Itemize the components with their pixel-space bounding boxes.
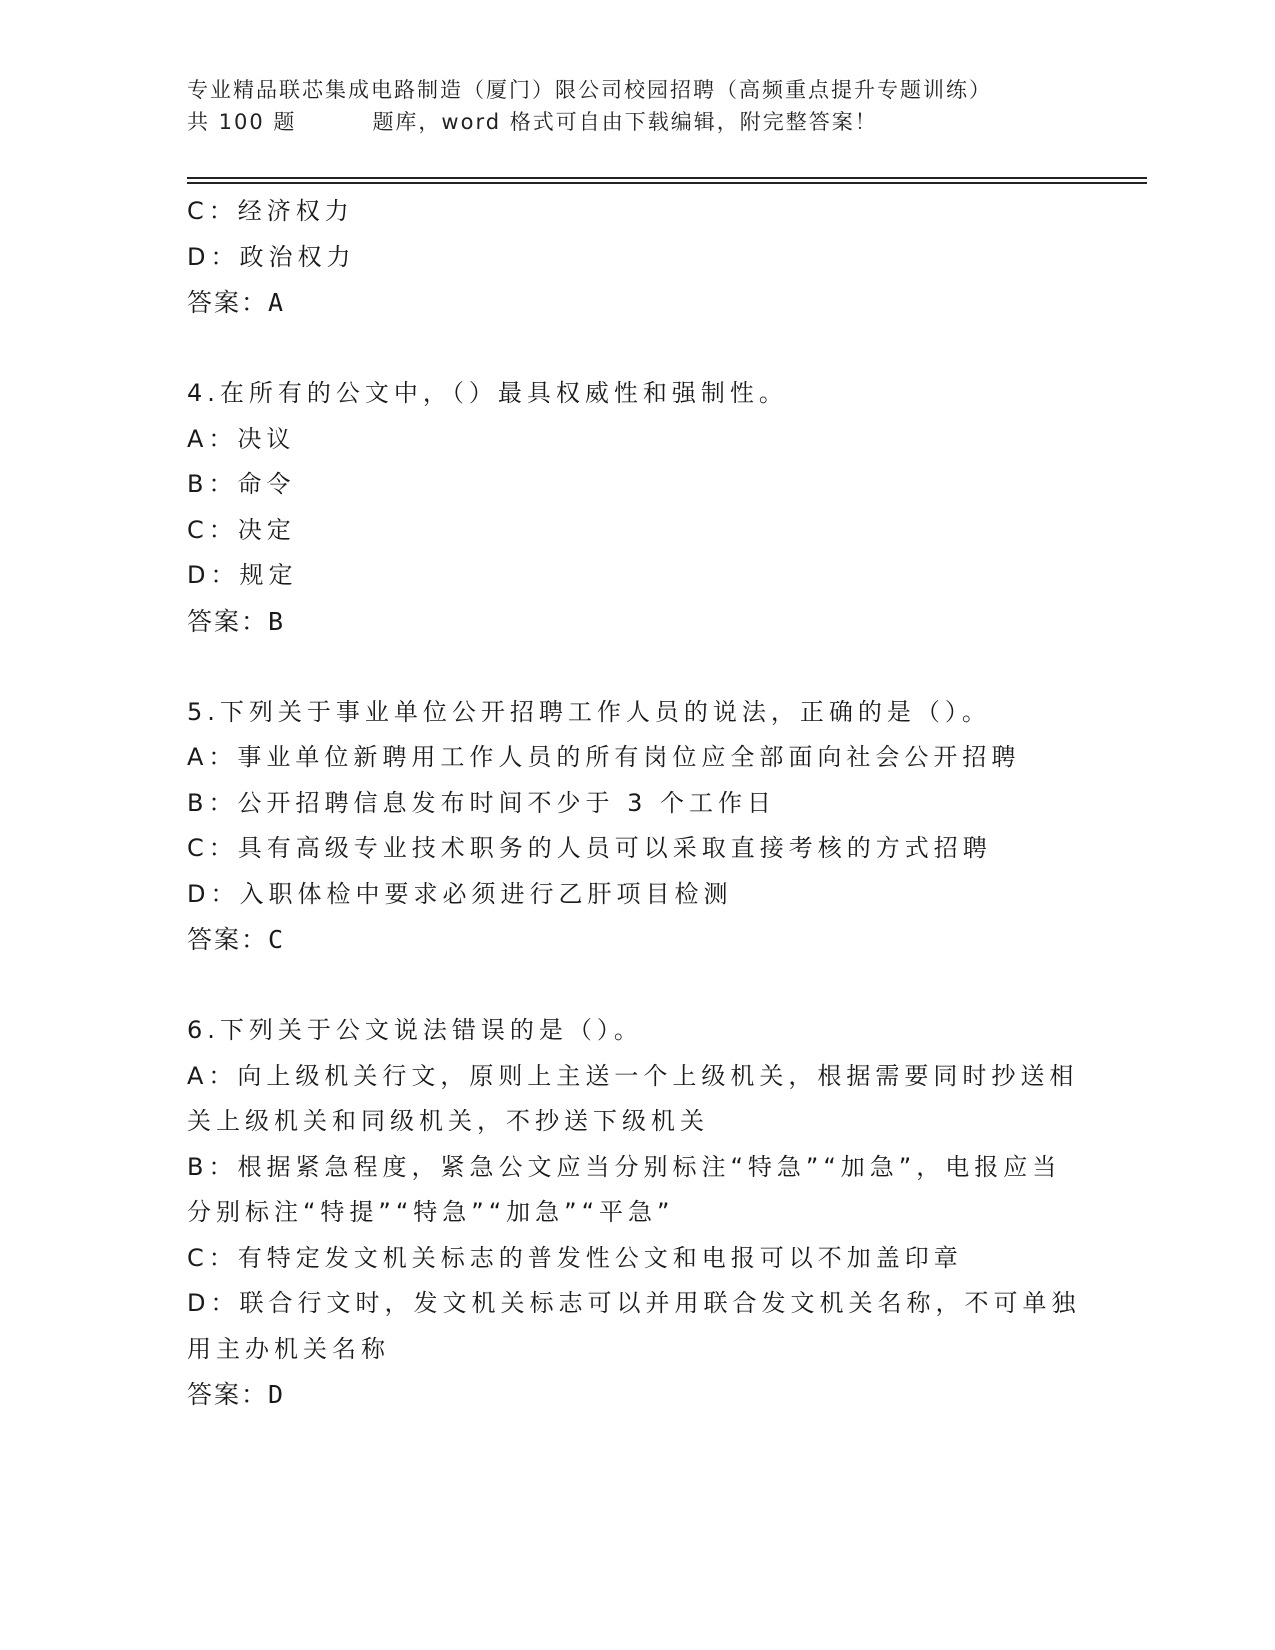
answer: [187, 917, 1087, 963]
header-subtitle: [187, 106, 1147, 138]
answer: [187, 280, 1087, 326]
option-a: A：向上级机关行文，原则上主送一个上级机关，根据需要同时抄送相关上级机关和同级机关，不抄送下级机关: [187, 1061, 1079, 1135]
option-c: C：具有高级专业技术职务的人员可以采取直接考核的方式招聘: [187, 834, 992, 862]
option-d: D：入职体检中要求必须进行乙肝项目检测: [187, 879, 733, 908]
question-3: [187, 189, 1087, 326]
question-stem: 4.在所有的公文中，（）最具权威性和强制性。: [187, 379, 788, 407]
question-6: [187, 1008, 1087, 1418]
option-d: D：规定: [187, 561, 298, 589]
option-b: B：命令: [187, 470, 296, 498]
header-title: 专业精品联芯集成电路制造（厦门）限公司校园招聘（高频重点提升专题训练）: [187, 78, 992, 102]
answer-value: A: [268, 288, 285, 317]
option-c: C：决定: [187, 515, 296, 544]
question-5: [187, 690, 1087, 963]
answer-value: C: [268, 925, 285, 954]
option-a: A：决议: [187, 424, 296, 453]
answer-value: D: [268, 1380, 285, 1409]
option-a: A：事业单位新聘用工作人员的所有岗位应全部面向社会公开招聘: [187, 743, 1021, 771]
header-note: 题库，word 格式可自由下载编辑，附完整答案！: [372, 110, 878, 134]
answer-label: 答案：: [187, 1380, 269, 1409]
option-b: B：公开招聘信息发布时间不少于 3 个工作日: [187, 788, 776, 817]
question-list: [187, 189, 1087, 1418]
answer-value: B: [268, 606, 285, 636]
answer-label: 答案：: [187, 606, 269, 636]
header-divider-top: [187, 177, 1147, 179]
document-header: [187, 74, 1147, 138]
answer: [187, 599, 1087, 645]
question-stem: 5.下列关于事业单位公开招聘工作人员的说法，正确的是（）。: [187, 697, 991, 726]
header-divider-bottom: [187, 182, 1147, 184]
option-c: C：有特定发文机关标志的普发性公文和电报可以不加盖印章: [187, 1243, 963, 1272]
answer: [187, 1372, 1087, 1418]
answer-label: 答案：: [187, 288, 269, 317]
question-stem: 6.下列关于公文说法错误的是（）。: [187, 1016, 643, 1044]
option-c: C：经济权力: [187, 197, 354, 225]
option-d: D：联合行文时，发文机关标志可以并用联合发文机关名称，不可单独用主办机关名称: [187, 1289, 1081, 1363]
answer-label: 答案：: [187, 925, 269, 954]
option-b: B：根据紧急程度，紧急公文应当分别标注“特急”“加急”，电报应当分别标注“特提”“特急”“加急”“平急”: [187, 1152, 1062, 1226]
option-d: D：政治权力: [187, 242, 356, 271]
question-count: 共 100 题: [187, 110, 297, 134]
question-4: [187, 371, 1087, 644]
